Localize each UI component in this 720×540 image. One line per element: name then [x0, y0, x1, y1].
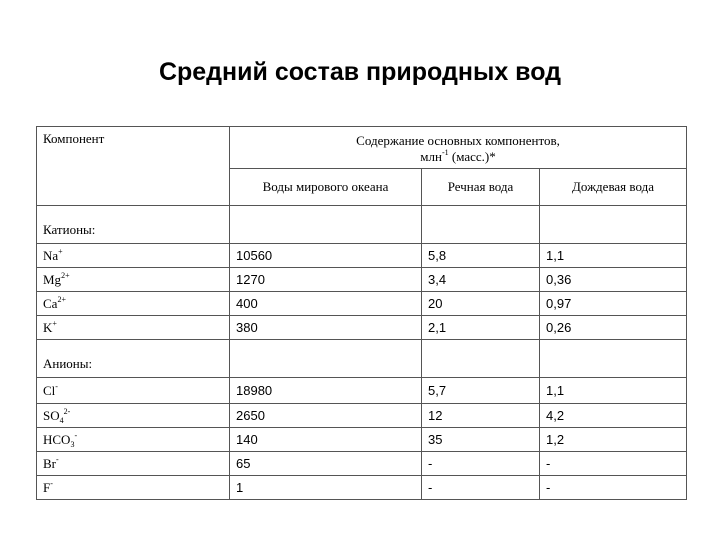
composition-table: [36, 126, 687, 500]
river-value: 3,4: [422, 268, 540, 292]
table-row: [37, 316, 687, 340]
river-value: 12: [422, 404, 540, 428]
river-value: 2,1: [422, 316, 540, 340]
section-anions-label: Анионы:: [37, 340, 230, 378]
rain-value: 0,97: [540, 292, 687, 316]
rain-value: -: [540, 452, 687, 476]
ocean-value: 18980: [230, 378, 422, 404]
table-row: [37, 452, 687, 476]
header-content-line2: млн$^{-1}$ (масс.)*: [420, 148, 496, 164]
rain-value: 1,2: [540, 428, 687, 452]
header-content: [230, 127, 687, 169]
rain-value: -: [540, 476, 687, 500]
table-row: [37, 268, 687, 292]
ocean-value: 140: [230, 428, 422, 452]
ocean-value: 1270: [230, 268, 422, 292]
cation-name: $Mg^{2+}$: [37, 268, 230, 292]
river-value: 5,8: [422, 244, 540, 268]
empty-cell: [540, 206, 687, 244]
header-ocean: Воды мирового океана: [230, 169, 422, 206]
table-row: [37, 404, 687, 428]
empty-cell: [422, 340, 540, 378]
header-content-line1: Содержание основных компонентов,: [356, 133, 560, 148]
empty-cell: [422, 206, 540, 244]
table-row: [37, 244, 687, 268]
rain-value: 0,36: [540, 268, 687, 292]
empty-cell: [230, 340, 422, 378]
section-anions: [37, 340, 687, 378]
cation-name: Na+: [37, 244, 230, 268]
ocean-value: 65: [230, 452, 422, 476]
cation-name: $Ca^{2+}$: [37, 292, 230, 316]
empty-cell: [540, 340, 687, 378]
anion-name: $SO_4^{2-}$: [37, 404, 230, 428]
ocean-value: 2650: [230, 404, 422, 428]
river-value: -: [422, 476, 540, 500]
anion-name: F-: [37, 476, 230, 500]
river-value: 35: [422, 428, 540, 452]
ocean-value: 400: [230, 292, 422, 316]
header-river: Речная вода: [422, 169, 540, 206]
river-value: 20: [422, 292, 540, 316]
anion-name: Cl-: [37, 378, 230, 404]
ocean-value: 10560: [230, 244, 422, 268]
rain-value: 1,1: [540, 244, 687, 268]
empty-cell: [230, 206, 422, 244]
ocean-value: 1: [230, 476, 422, 500]
section-cations: [37, 206, 687, 244]
rain-value: 0,26: [540, 316, 687, 340]
header-row-1: [37, 127, 687, 169]
river-value: 5,7: [422, 378, 540, 404]
section-cations-label: Катионы:: [37, 206, 230, 244]
ocean-value: 380: [230, 316, 422, 340]
header-component: Компонент: [37, 127, 230, 206]
anion-name: $HCO_3^-$: [37, 428, 230, 452]
anion-name: Br-: [37, 452, 230, 476]
table-row: [37, 428, 687, 452]
cation-name: K+: [37, 316, 230, 340]
header-rain: Дождевая вода: [540, 169, 687, 206]
table-row: [37, 476, 687, 500]
table-row: [37, 292, 687, 316]
river-value: -: [422, 452, 540, 476]
page-title: Средний состав природных вод: [158, 58, 562, 86]
rain-value: 4,2: [540, 404, 687, 428]
table-row: [37, 378, 687, 404]
rain-value: 1,1: [540, 378, 687, 404]
